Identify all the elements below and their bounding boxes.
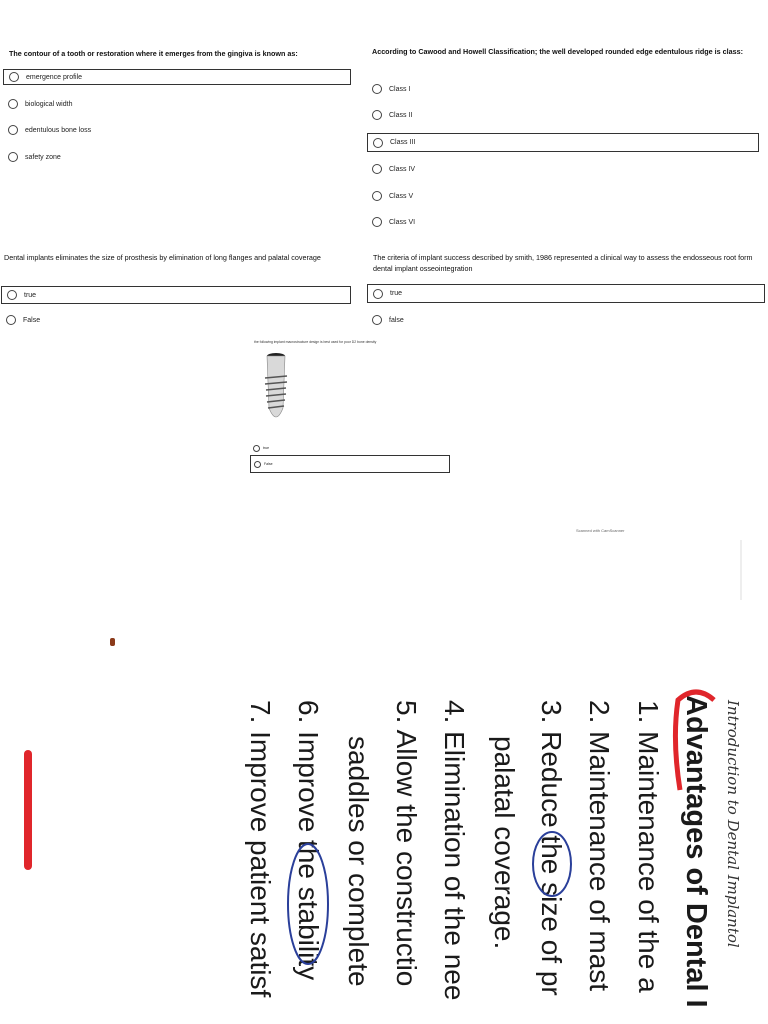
- q2-option-6[interactable]: [367, 214, 759, 230]
- question-2-text: According to Cawood and Howell Classification; the well developed rounded edge edentulous ridge is class:: [372, 47, 744, 56]
- radio-icon[interactable]: [373, 138, 383, 148]
- radio-icon[interactable]: [8, 125, 18, 135]
- radio-icon[interactable]: [372, 315, 382, 325]
- red-bracket-annotation: [672, 680, 720, 800]
- q1-option-1[interactable]: [3, 69, 351, 85]
- notes-item-5-cont: saddles or complete: [343, 736, 374, 987]
- option-label: edentulous bone loss: [25, 126, 92, 134]
- radio-icon[interactable]: [254, 461, 261, 468]
- q1-option-3[interactable]: [3, 122, 351, 138]
- radio-icon[interactable]: [8, 152, 18, 162]
- question-5-text: the following implant macrostructure design is best used for poor D2 bone density: [254, 340, 377, 344]
- q4-option-2[interactable]: [367, 312, 765, 328]
- notes-title: Advantages of Dental I: [680, 695, 712, 1008]
- question-1-text: The contour of a tooth or restoration where it emerges from the gingiva is known as:: [9, 49, 298, 58]
- option-label: true: [390, 290, 403, 297]
- option-label: safety zone: [25, 153, 61, 161]
- q2-option-1[interactable]: [367, 81, 759, 97]
- option-label: true: [263, 446, 270, 450]
- blue-oval-annotation: [284, 840, 332, 968]
- option-label: False: [23, 316, 41, 324]
- option-label: Class III: [390, 139, 416, 146]
- q3-option-2[interactable]: [1, 312, 351, 328]
- notes-header: Introduction to Dental Implantol: [724, 700, 742, 948]
- radio-icon[interactable]: [372, 110, 382, 120]
- question-4-text: The criteria of implant success described by smith, 1986 represented a clinical way to assess the endosseous root form dental implant osseointegration: [373, 253, 753, 273]
- q5-option-1[interactable]: [250, 443, 448, 453]
- blue-circle-annotation: [530, 828, 574, 900]
- q2-option-3[interactable]: [367, 133, 759, 152]
- notes-item-3: 3. Reduce the size of pr: [536, 700, 567, 996]
- q1-option-2[interactable]: [3, 96, 351, 112]
- option-label: Class IV: [389, 165, 416, 173]
- option-label: biological width: [25, 100, 73, 108]
- q4-option-1[interactable]: [367, 284, 765, 303]
- q2-option-4[interactable]: [367, 161, 759, 177]
- option-label: Class VI: [389, 218, 416, 226]
- q2-option-5[interactable]: [367, 188, 759, 204]
- option-label: Class II: [389, 111, 413, 119]
- radio-icon[interactable]: [372, 164, 382, 174]
- radio-icon[interactable]: [373, 289, 383, 299]
- radio-icon[interactable]: [9, 72, 19, 82]
- radio-icon[interactable]: [8, 99, 18, 109]
- option-label: False: [264, 462, 273, 466]
- radio-icon[interactable]: [7, 290, 17, 300]
- option-label: Class V: [389, 192, 414, 200]
- notes-item-4: 4. Elimination of the nee: [439, 700, 470, 1001]
- notes-item-6: 6. Improve the stability: [293, 700, 324, 981]
- option-label: emergence profile: [26, 73, 83, 81]
- radio-icon[interactable]: [372, 191, 382, 201]
- radio-icon[interactable]: [372, 217, 382, 227]
- q2-option-2[interactable]: [367, 107, 759, 123]
- q5-option-2[interactable]: [250, 455, 450, 473]
- radio-icon[interactable]: [6, 315, 16, 325]
- notes-item-2: 2. Maintenance of mast: [584, 700, 615, 992]
- notes-item-5: 5. Allow the constructio: [391, 700, 422, 987]
- radio-icon[interactable]: [372, 84, 382, 94]
- scanner-watermark: Scanned with CamScanner: [576, 528, 625, 533]
- notes-item-3-cont: palatal coverage.: [489, 736, 520, 950]
- option-label: true: [24, 291, 37, 299]
- option-label: false: [389, 316, 404, 324]
- implant-image: [258, 350, 294, 428]
- question-3-text: Dental implants eliminates the size of prosthesis by elimination of long flanges and palatal coverage: [4, 253, 321, 262]
- option-label: Class I: [389, 85, 411, 93]
- notes-item-7: 7. Improve patient satisf: [245, 700, 276, 998]
- q1-option-4[interactable]: [3, 149, 351, 165]
- notes-page: [0, 540, 768, 1024]
- q3-option-1[interactable]: [1, 286, 351, 304]
- radio-icon[interactable]: [253, 445, 260, 452]
- notes-item-1: 1. Maintenance of the a: [633, 700, 664, 993]
